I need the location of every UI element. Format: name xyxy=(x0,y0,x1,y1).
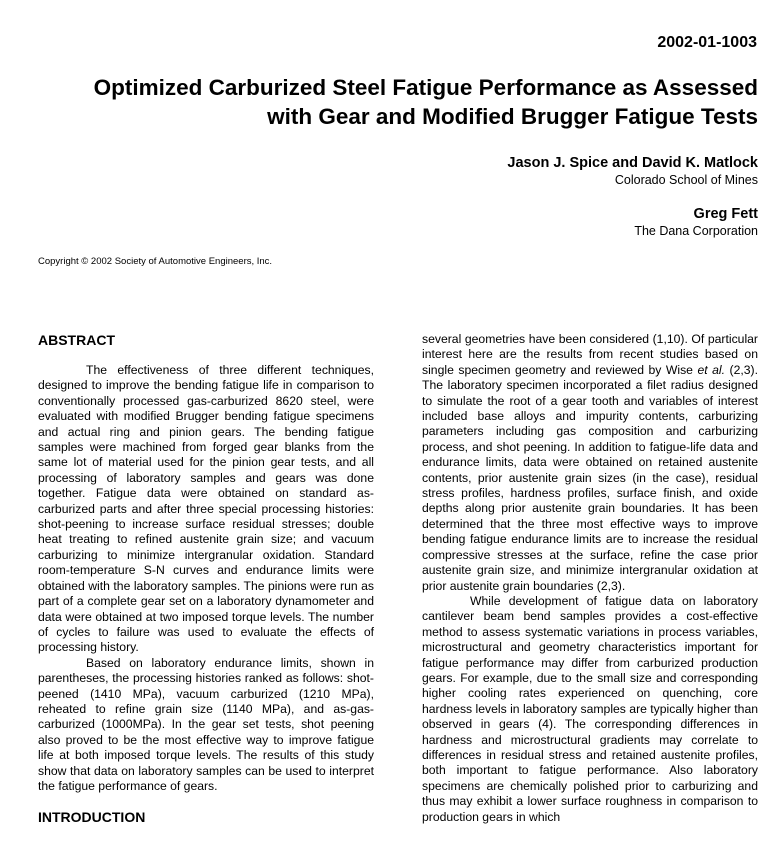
author-names: Greg Fett xyxy=(693,206,758,222)
author-block-secondary xyxy=(634,205,758,240)
left-column xyxy=(38,332,374,840)
author-names: Jason J. Spice and David K. Matlock xyxy=(507,155,758,171)
abstract-heading: ABSTRACT xyxy=(38,332,115,348)
body-paragraph-1 xyxy=(422,332,758,594)
copyright-notice: Copyright © 2002 Society of Automotive Engineers, Inc. xyxy=(38,256,273,267)
title-line-1: Optimized Carburized Steel Fatigue Performance as Assessed xyxy=(93,75,758,100)
title-line-2: with Gear and Modified Brugger Fatigue Tests xyxy=(267,104,758,129)
body-paragraph-2: While development of fatigue data on laboratory cantilever beam bend samples provides a cost-effective method to assess systematic variations in process variables, microstructural and geometry characteristics important for fatigue performance may differ from carburized production gears. For example, due to the small size and corresponding higher cooling rates experienced on quenching, core hardness levels in laboratory samples are typically higher than observed in gears (4). The corresponding differences in hardness and microstructural gradients may correlate to differences in residual stress and retained austenite profiles, both important to fatigue performance. Also laboratory specimens are chemically polished prior to carburizing and thus may exhibit a lower surface roughness in comparison to production gears in which xyxy=(422,593,759,824)
paper-title xyxy=(28,73,758,131)
body-paragraph-1-text-b: (2,3). The laboratory specimen incorporated a filet radius designed to simulate the root of a gear tooth and variables of interest included base alloys and impurity contents, carburizing parameters including gas composition and carburizing process, and shot peening. In addition to fatigue-life data and endurance limits, data were obtained on retained austenite contents, prior austenite grain sizes (in the case), residual stress profiles, hardness profiles, surface finish, and oxide depths along prior austenite grain boundaries. It has been determined that the three most effective ways to improve bending fatigue endurance limits are to increase the residual compressive stresses at the surface, refine the case prior austenite grain size, and minimize intergranular oxidation at prior austenite grain boundaries (2,3). xyxy=(422,362,758,593)
body-paragraph-1-text-a: several geometries have been considered (1,10). Of particular interest here are the results from recent studies based on single specimen geometry and reviewed by Wise xyxy=(422,332,758,377)
abstract-paragraph-1: The effectiveness of three different techniques, designed to improve the bending fatigue life in comparison to conventionally processed gas-carburized 8620 steel, were evaluated with modified Brugger bending fatigue specimens and actual ring and pinion gears. The bending fatigue samples were machined from forged gear blanks from the same lot of material used for the pinion gear tests, and all processing of laboratory samples and gears was done together. Fatigue data were obtained on standard as-carburized parts and after three special processing histories: shot-peening to increase surface residual stresses; double heat treating to refined austenite grain size; and vacuum carburizing to minimize intergranular oxidation. Standard room-temperature S-N curves and endurance limits were obtained with the laboratory samples. The pinions were run as part of a complete gear set on a laboratory dynamometer and data were obtained at two imposed torque levels. The number of cycles to failure was used to evaluate the effects of processing history. xyxy=(38,363,374,655)
author-affiliation: The Dana Corporation xyxy=(634,224,758,238)
introduction-heading: INTRODUCTION xyxy=(38,809,146,826)
author-block-primary xyxy=(507,154,758,189)
right-column xyxy=(422,332,758,825)
paper-number: 2002-01-1003 xyxy=(657,34,757,51)
abstract-paragraph-2: Based on laboratory endurance limits, shown in parentheses, the processing histories ranked as follows: shot-peened (1410 MPa), vacuum carburized (1210 MPa), reheated to refine grain size (1140 MPa), and as-gas-carburized (1000MPa). In the gear set tests, shot peening also proved to be the most effective way to improve fatigue life at both imposed torque levels. The results of this study show that data on laboratory samples can be used to interpret the fatigue performance of gears. xyxy=(38,655,374,793)
citation-et-al: et al. xyxy=(697,362,726,377)
author-affiliation: Colorado School of Mines xyxy=(614,173,758,187)
